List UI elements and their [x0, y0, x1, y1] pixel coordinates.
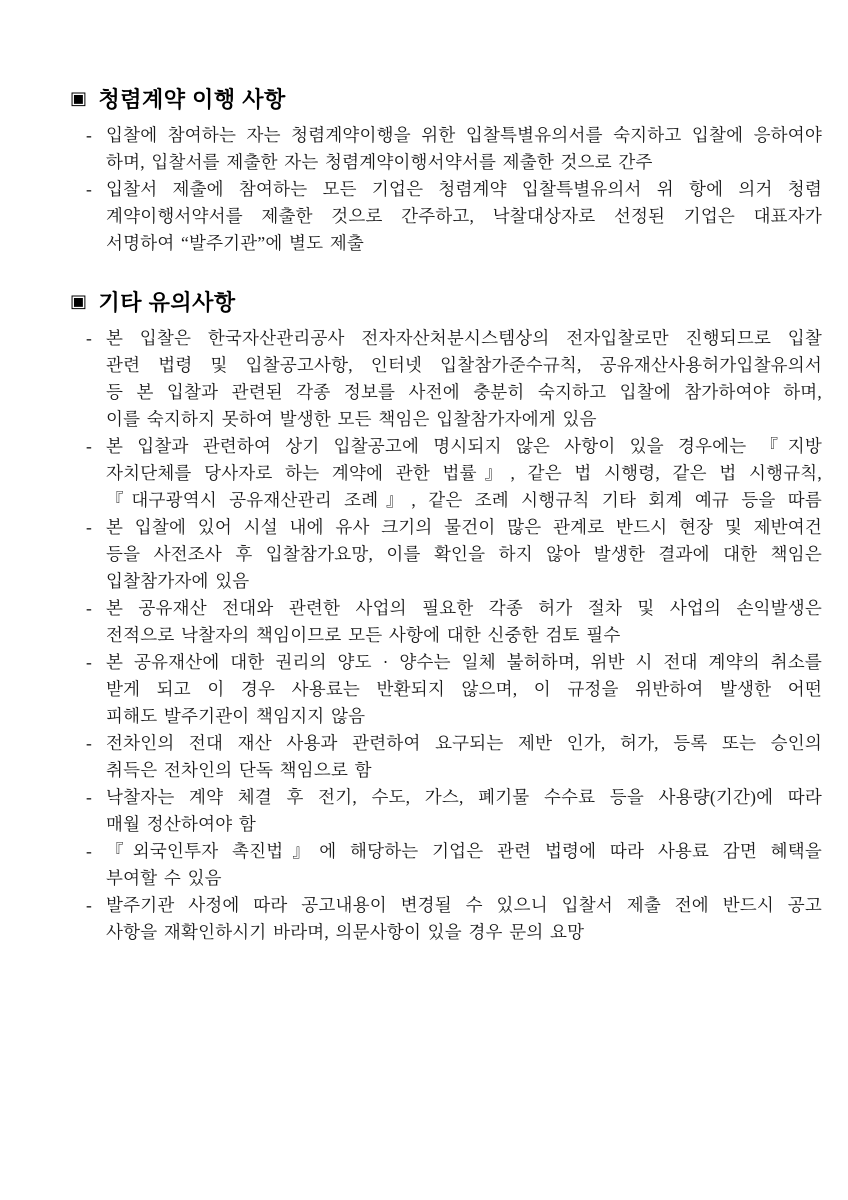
- bullet-text: [106, 514, 822, 595]
- text-line: 입찰서 제출에 참여하는 모든 기업은 청렴계약 입찰특별유의서 위 항에 의거 청렴: [106, 179, 822, 199]
- bullet-text: [106, 122, 822, 176]
- section-title: 기타 유의사항: [98, 290, 236, 315]
- bullet-item: [86, 730, 822, 784]
- text-line: 본 입찰과 관련하여 상기 입찰공고에 명시되지 않은 사항이 있을 경우에는 『지방: [106, 436, 822, 456]
- bullet-dash-icon: -: [86, 517, 92, 537]
- text-line: 취득은 전차인의 단독 책임으로 함: [106, 760, 372, 780]
- text-line: 피해도 발주기관이 책임지지 않음: [106, 706, 366, 726]
- bullet-text: [106, 784, 822, 838]
- section-header: [70, 86, 822, 113]
- section-marker-icon: ▣: [70, 291, 88, 311]
- text-line: 낙찰자는 계약 체결 후 전기, 수도, 가스, 폐기물 수수료 등을 사용량(기간)에 따라: [106, 787, 822, 807]
- section-title: 청렴계약 이행 사항: [98, 87, 286, 112]
- bullet-dash-icon: -: [86, 733, 92, 753]
- bullet-dash-icon: -: [86, 125, 92, 145]
- text-line: 등을 사전조사 후 입찰참가요망, 이를 확인을 하지 않아 발생한 결과에 대한 책임은: [106, 544, 822, 564]
- text-line: 발주기관 사정에 따라 공고내용이 변경될 수 있으니 입찰서 제출 전에 반드시 공고: [106, 895, 822, 915]
- bullet-item: [86, 176, 822, 257]
- text-line: 전적으로 낙찰자의 책임이므로 모든 사항에 대한 신중한 검토 필수: [106, 625, 621, 645]
- text-line: 이를 숙지하지 못하여 발생한 모든 책임은 입찰참가자에게 있음: [106, 409, 597, 429]
- text-line: 본 입찰에 있어 시설 내에 유사 크기의 물건이 많은 관계로 반드시 현장 및 제반여건: [106, 517, 822, 537]
- bullet-dash-icon: -: [86, 652, 92, 672]
- section-header: [70, 289, 822, 316]
- section-marker-icon: ▣: [70, 88, 88, 108]
- bullet-dash-icon: -: [86, 895, 92, 915]
- bullet-item: [86, 325, 822, 433]
- bullet-item: [86, 784, 822, 838]
- text-line: 서명하여 “발주기관”에 별도 제출: [106, 233, 365, 253]
- text-line: 등 본 입찰과 관련된 각종 정보를 사전에 충분히 숙지하고 입찰에 참가하여야 하며,: [106, 382, 822, 402]
- bullet-item: [86, 595, 822, 649]
- bullet-dash-icon: -: [86, 436, 92, 456]
- text-line: 본 공유재산 전대와 관련한 사업의 필요한 각종 허가 절차 및 사업의 손익발생은: [106, 598, 822, 618]
- text-line: 자치단체를 당사자로 하는 계약에 관한 법률』, 같은 법 시행령, 같은 법 시행규칙,: [106, 463, 822, 483]
- text-line: 하며, 입찰서를 제출한 자는 청렴계약이행서약서를 제출한 것으로 간주: [106, 152, 653, 172]
- bullet-text: [106, 325, 822, 433]
- text-line: 매월 정산하여야 함: [106, 814, 256, 834]
- bullet-item: [86, 838, 822, 892]
- bullet-text: [106, 433, 822, 514]
- bullet-text: [106, 730, 822, 784]
- text-line: 본 입찰은 한국자산관리공사 전자자산처분시스템상의 전자입찰로만 진행되므로 입찰: [106, 328, 822, 348]
- text-line: 『대구광역시 공유재산관리 조례』, 같은 조례 시행규칙 기타 회계 예규 등을 따름: [106, 490, 822, 510]
- bullet-text: [106, 892, 822, 946]
- text-line: 받게 되고 이 경우 사용료는 반환되지 않으며, 이 규정을 위반하여 발생한 어떤: [106, 679, 822, 699]
- document-section: [70, 289, 822, 946]
- text-line: 『외국인투자 촉진법』에 해당하는 기업은 관련 법령에 따라 사용료 감면 혜택을: [106, 841, 822, 861]
- document-section: [70, 86, 822, 257]
- bullet-text: [106, 649, 822, 730]
- bullet-text: [106, 176, 822, 257]
- text-line: 사항을 재확인하시기 바라며, 의문사항이 있을 경우 문의 요망: [106, 922, 585, 942]
- text-line: 계약이행서약서를 제출한 것으로 간주하고, 낙찰대상자로 선정된 기업은 대표자가: [106, 206, 822, 226]
- bullet-item: [86, 649, 822, 730]
- text-line: 전차인의 전대 재산 사용과 관련하여 요구되는 제반 인가, 허가, 등록 또는 승인의: [106, 733, 822, 753]
- bullet-item: [86, 892, 822, 946]
- bullet-dash-icon: -: [86, 598, 92, 618]
- text-line: 입찰참가자에 있음: [106, 571, 250, 591]
- bullet-item: [86, 514, 822, 595]
- bullet-dash-icon: -: [86, 841, 92, 861]
- text-line: 부여할 수 있음: [106, 868, 222, 888]
- text-line: 관련 법령 및 입찰공고사항, 인터넷 입찰참가준수규칙, 공유재산사용허가입찰유의서: [106, 355, 822, 375]
- bullet-text: [106, 838, 822, 892]
- text-line: 입찰에 참여하는 자는 청렴계약이행을 위한 입찰특별유의서를 숙지하고 입찰에 응하여야: [106, 125, 822, 145]
- bullet-item: [86, 433, 822, 514]
- bullet-dash-icon: -: [86, 179, 92, 199]
- bullet-item: [86, 122, 822, 176]
- bullet-dash-icon: -: [86, 328, 92, 348]
- text-line: 본 공유재산에 대한 권리의 양도 · 양수는 일체 불허하며, 위반 시 전대 계약의 취소를: [106, 652, 822, 672]
- bullet-text: [106, 595, 822, 649]
- bullet-dash-icon: -: [86, 787, 92, 807]
